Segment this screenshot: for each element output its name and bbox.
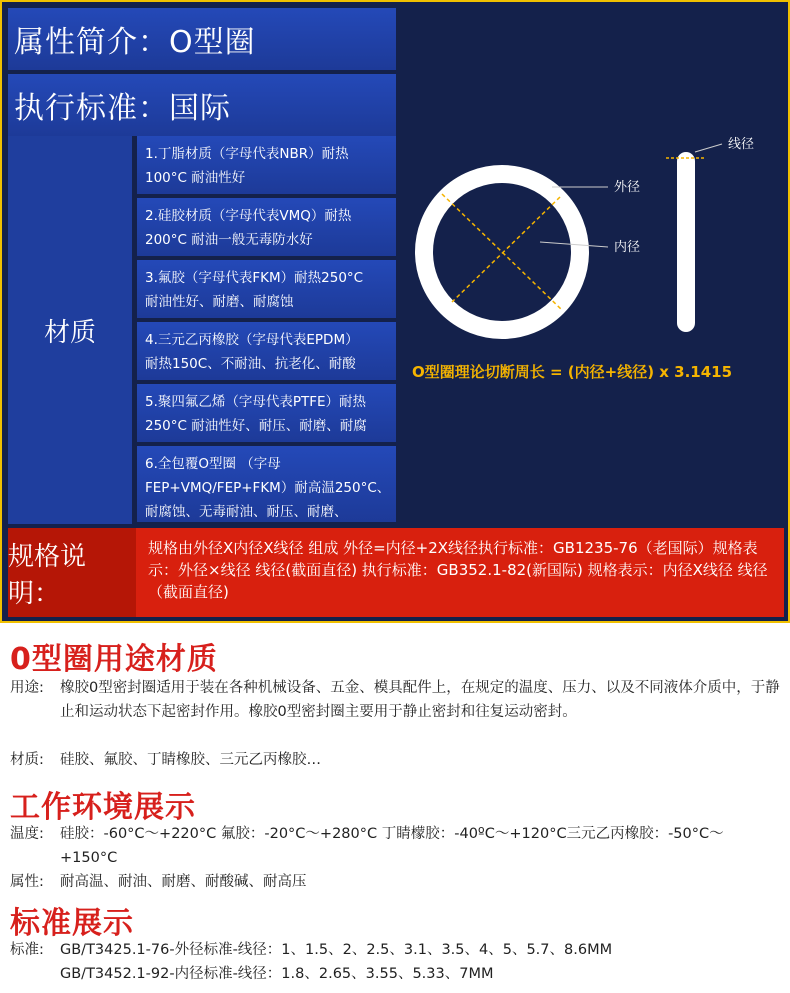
standard-line-2: GB/T3452.1-92-内径标准-线径：1.8、2.65、3.55、5.33、7MM [60, 966, 494, 982]
cut-length-formula: O型圈理论切断周长 = (内径+线径) x 3.1415 [412, 363, 733, 381]
usage-key: 用途: [10, 680, 44, 696]
material-line: 耐热150C、不耐油、抗老化、耐酸 [145, 356, 356, 372]
standard-line-1: GB/T3425.1-76-外径标准-线径：1、1.5、2、2.5、3.1、3.5、4、5、5.7、8.6MM [60, 942, 613, 958]
material-line: 耐腐蚀、无毒耐油、耐压、耐磨、 [145, 504, 348, 520]
standard-row-1 [10, 938, 780, 962]
material-line: 5.聚四氟乙烯（字母代表PTFE）耐热 [145, 394, 367, 410]
standard-key-spacer [10, 962, 60, 986]
environment-title: 工作环境展示 [10, 790, 196, 825]
material-line: 2.硅胶材质（字母代表VMQ）耐热 [145, 208, 352, 224]
attribute-label: 属性简介： [14, 25, 169, 60]
o-ring-shape [424, 174, 580, 330]
inner-diameter-line [452, 197, 560, 302]
material-line: 6.全包覆O型圈 （字母 [145, 456, 281, 472]
material-list [137, 136, 396, 524]
header-column [8, 8, 396, 140]
usage-row [10, 676, 780, 724]
material-key: 材质: [10, 752, 44, 768]
wire-diameter-label: 线径 [728, 137, 755, 152]
standard-value: 国际 [169, 91, 231, 126]
standard-key: 标准: [10, 942, 44, 958]
usage-title: 0型圈用途材质 [10, 642, 218, 677]
material-line: 耐油性好、耐磨、耐腐蚀 [145, 294, 294, 310]
material-item [137, 136, 396, 194]
spec-section [8, 528, 784, 617]
outer-diameter-line [442, 194, 562, 310]
standard-row-2 [10, 962, 780, 986]
attribute-row [8, 8, 396, 70]
spec-text: 规格由外径X内径X线径 组成 外径=内径+2X线径执行标准：GB1235-76（老国际）规格表示：外径×线径 线径(截面直径) 执行标准：GB352.1-82(新国际) 规格表示：内径X线径 线径（截面直径) [148, 539, 768, 601]
inner-diameter-label: 内径 [614, 240, 641, 255]
material-item [137, 198, 396, 256]
outer-diameter-label: 外径 [614, 180, 641, 195]
standard-title: 标准展示 [10, 906, 134, 941]
material-line: 3.氟胶（字母代表FKM）耐热250°C [145, 270, 364, 286]
property-value: 耐高温、耐油、耐磨、耐酸碱、耐高压 [60, 874, 307, 890]
temperature-value: 硅胶：-60°C～+220°C 氟胶：-20°C～+280°C 丁睛檬胶：-40ºC～+120°C三元乙丙橡胶：-50°C～+150°C [60, 826, 724, 866]
wire-cross-section [677, 152, 695, 332]
standard-row [8, 74, 396, 136]
material-line: 200°C 耐油一般无毒防水好 [145, 232, 313, 248]
material-label: 材质 [8, 136, 132, 524]
material-item [137, 322, 396, 380]
material-item [137, 446, 396, 522]
material-item [137, 260, 396, 318]
property-key: 属性: [10, 874, 44, 890]
temperature-row [10, 822, 780, 870]
material-line: 1.丁脂材质（字母代表NBR）耐热 [145, 146, 349, 162]
usage-value: 橡胶0型密封圈适用于装在各种机械设备、五金、模具配件上，在规定的温度、压力、以及不同液体介质中，于静止和运动状态下起密封作用。橡胶0型密封圈主要用于静止密封和往复运动密封。 [60, 680, 780, 720]
material-line: 4.三元乙丙橡胶（字母代表EPDM） [145, 332, 359, 348]
standard-label: 执行标准： [14, 91, 169, 126]
attribute-value: O型圈 [169, 25, 256, 60]
material-item [137, 384, 396, 442]
material-section [8, 136, 396, 524]
material-line: FEP+VMQ/FEP+FKM）耐高温250°C、 [145, 480, 391, 496]
material-line: 250°C 耐油性好、耐压、耐磨、耐腐 [145, 418, 367, 434]
spec-label: 规格说明： [8, 528, 136, 617]
temperature-key: 温度: [10, 826, 44, 842]
wire-callout-line [695, 144, 722, 152]
property-row [10, 870, 780, 894]
material-value: 硅胶、氟胶、丁睛橡胶、三元乙丙橡胶… [60, 752, 321, 768]
material-line: 100°C 耐油性好 [145, 170, 246, 186]
usage-material-row [10, 748, 780, 772]
